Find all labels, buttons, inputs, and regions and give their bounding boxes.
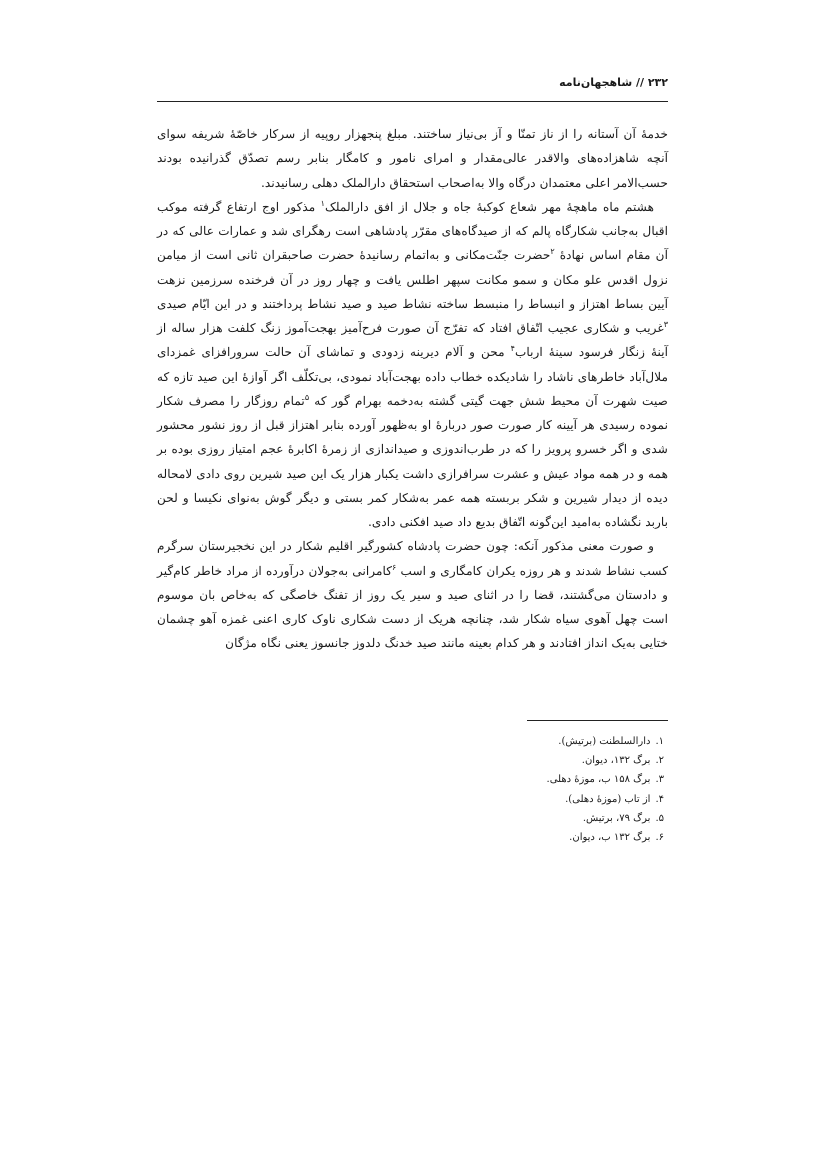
footnote-number: ۴. (655, 793, 664, 805)
text-run: تمام روزگار را مصرف شکار نموده رسیدی هر آیینه کار صورت صور دربارهٔ او به‌ظهور آورده بنابر اهتزاز قبل از روز نشور محشور شدی و اگر خسرو پرویز را که در طرب‌اندوزی و صیداندازی از زمرهٔ اکابرهٔ عجم امتیاز روزی بوده بر همه و در همه مواد عیش و عشرت سرافرازی داشت یکبار هزار یک این صید شیرین روی دادی لامحاله دیده از دیدار شیرین و شکر بربسته همه عمر به‌شکار کمر بستی و دیگر گوش به‌نوای نکیسا و لحن باربد نگشاده به‌امید این‌گونه اتّفاق بدیع داد صید افکنی دادی. (157, 393, 668, 529)
footnote-text: برگ ۱۳۲ ب، دیوان. (569, 832, 651, 844)
footnote-number: ۶. (655, 832, 664, 844)
text-run: کامرانی به‌جولان درآورده از مراد خاطر کام‌گیر و دادستان می‌گشتند، قضا را در اثنای صید و سیر یک روز از تفنگ خاصگی که به‌خاص بان موسوم است چهل آهوی سیاه شکار شد، چنانچه هریک از دست شکاری ناوک کاری اعنی غمزه آهو چشمان ختایی به‌یک انداز افتادند و هر کدام بعینه مانند صید خدنگ دلدوز جانسوز یعنی نگاه مژگان (157, 563, 668, 651)
footnote-item (400, 828, 668, 847)
footnote-text: دارالسلطنت (برتیش). (558, 736, 651, 747)
footnote-marker: ۱ (320, 198, 325, 208)
footnote-marker: ۴ (510, 344, 515, 354)
footnote-item (400, 790, 668, 809)
footnote-number: ۳. (655, 774, 664, 786)
text-run: غریب و شکاری عجیب اتّفاق افتاد که تفرّج آن صورت فرح‌آمیز بهجت‌آموز زنگ کلفت هزار ساله از آینهٔ زنگار فرسود سینهٔ ارباب (157, 321, 669, 360)
footnote-number: ۲. (655, 755, 664, 767)
footnote-marker: ۶ (392, 562, 397, 572)
footnote-text: برگ ۱۵۸ ب، موزهٔ دهلی. (546, 774, 651, 786)
footnote-number: ۵. (655, 812, 664, 824)
footnote-marker: ۵ (304, 392, 310, 402)
paragraph (157, 122, 668, 195)
footnote-text: برگ ۷۹، برتیش. (582, 812, 651, 824)
footnote-text: از تاب (موزهٔ دهلی). (565, 793, 651, 805)
footnote-item (400, 809, 668, 828)
footnote-item (400, 770, 668, 789)
paragraph (157, 195, 668, 535)
text-run: هشتم ماه ماهچهٔ مهر شعاع کوکبهٔ جاه و جلال از افق دارالملک (324, 199, 654, 214)
footnote-item (400, 751, 668, 770)
text-run: خدمهٔ آن آستانه را از ناز تمنّا و آز بی‌نیاز ساختند. مبلغ پنجهزار روپیه از سرکار خاصّهٔ شریفه سوای آنچه شاهزاده‌های والاقدر عالی‌مقدار و امرای نامور و کامگار بنابر رسم تصدّق گذرانیده بودند حسب‌الامر اعلی معتمدان درگاه والا به‌اصحاب استحقاق دارالملک دهلی رسانیدند. (157, 127, 668, 190)
footnotes-list (400, 732, 668, 847)
footnote-marker: ۳ (663, 319, 668, 329)
footnote-text: برگ ۱۳۲، دیوان. (581, 755, 651, 767)
footnote-rule (527, 720, 668, 721)
text-run: محن و آلام دیرینه زدودی و تماشای آن حالت سرورافزای غمزدای ملال‌آباد خاطرهای ناشاد را شادیکده خطاب داده بهجت‌آباد نمودی، بی‌تکلّف اگر آوازهٔ این صید تازه که صیت شهرت آن محیط شش جهت گیتی گشته به‌دخمه بهرام گور که (157, 345, 668, 408)
footnote-marker: ۲ (550, 247, 555, 257)
running-header: ۲۳۲ // شاهجهان‌نامه (559, 76, 668, 89)
text-run: و صورت معنی مذکور آنکه: چون حضرت پادشاه کشورگیر اقلیم شکار در این نخجیرستان سرگرم کسب نشاط شدند و هر روزه یکران کامگاری و اسب (157, 539, 668, 578)
text-run: مذکور اوج ارتفاع گرفته موکب اقبال به‌جانب شکارگاه پالم که از صیدگاه‌های مقرّر پادشاهی است رهگرای شد و عمارات عالی که در آن مقام اساس نهادهٔ (157, 199, 668, 263)
text-run: حضرت جنّت‌مکانی و به‌اتمام رسانیدهٔ حضرت صاحبقران ثانی است از میامن نزول اقدس علو مکان و سمو مکانت سپهر اطلس یافت و چهار روز در آن فرخنده سرزمین نزهت آیین بساط اهتزاز و انبساط را منبسط ساخته نشاط صید و صید نشاط پرداختند و در این ایّام صیدی (157, 248, 668, 311)
footnote-item (400, 732, 668, 751)
header-rule (157, 101, 668, 102)
body-text (157, 122, 668, 656)
footnote-number: ۱. (655, 736, 664, 747)
paragraph (157, 534, 668, 655)
